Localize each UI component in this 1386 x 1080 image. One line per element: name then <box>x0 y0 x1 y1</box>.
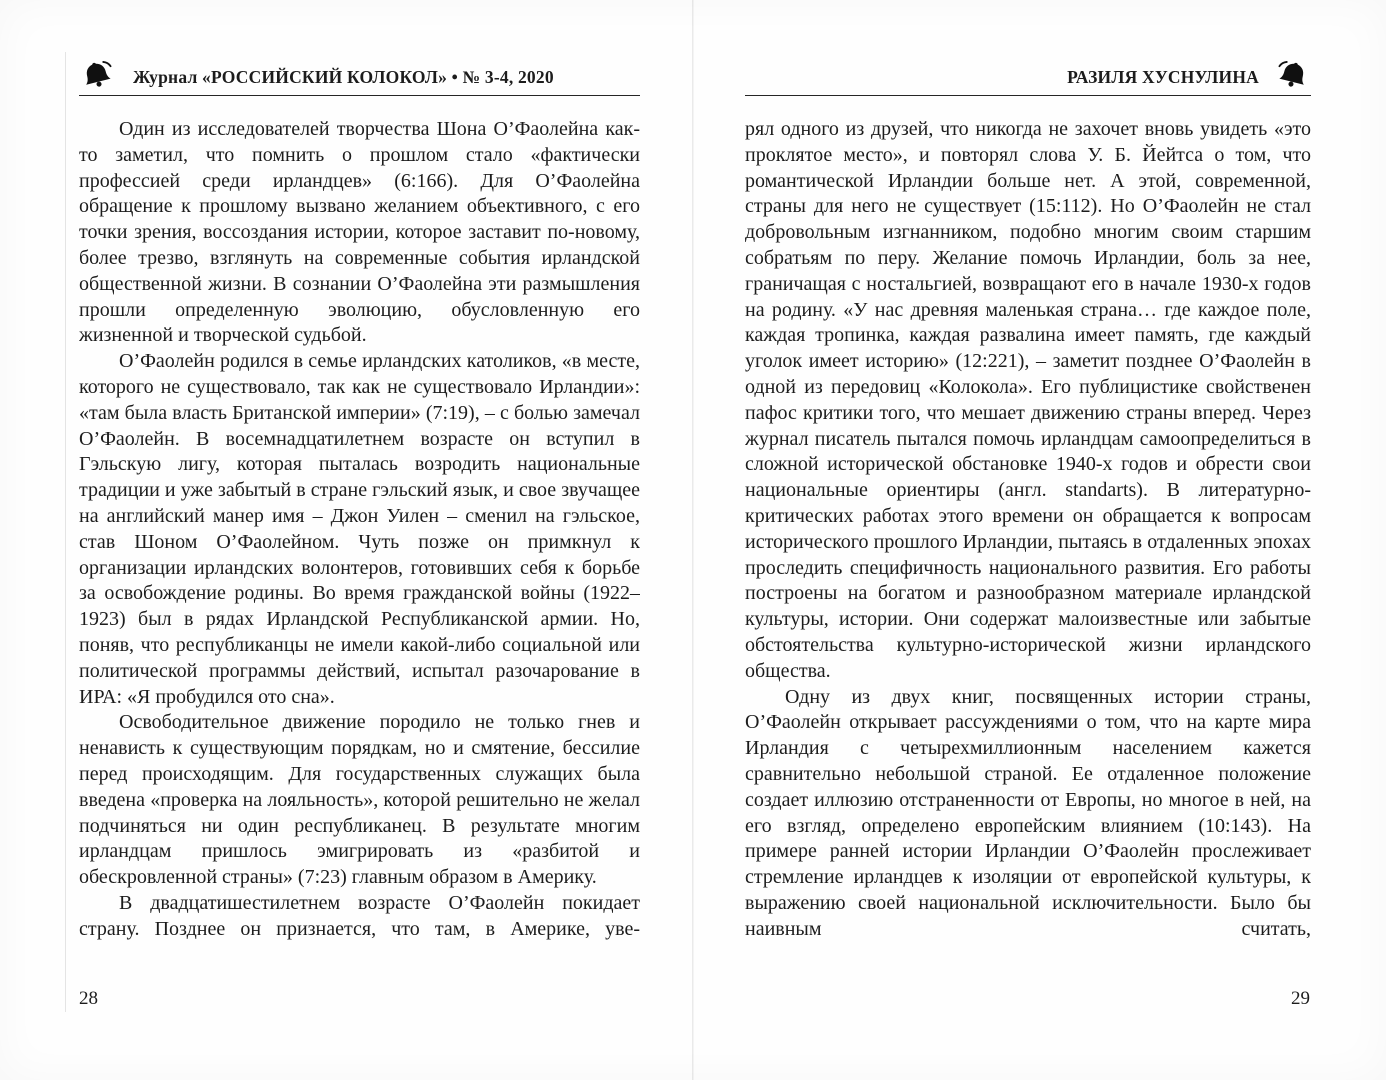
page-body-right <box>745 117 1311 997</box>
paragraph: Освободительное движение породило не только гнев и ненависть к существующим порядкам, но и смятение, бессилие перед происходящим. Для государственных служащих была введена «проверка на лояльность», которой решительно не желал подчиняться ни один республиканец. В результате многим ирландцам пришлось эмигрировать из «разбитой и обескровленной страны» (7:23) главным образом в Америку. <box>79 711 640 889</box>
paragraph: О’Фаолейн родился в семье ирландских католиков, «в месте, которого не существовало, так как не существовало Ирландии»: «там была власть Британской империи» (7:19), – с болью замечал О’Фаолейн. В восемнадцатилетнем возрасте он вступил в Гэльскую лигу, которая пыталась возродить национальные традиции и уже забытый в стране гэльский язык, и свое звучащее на английский манер имя – Джон Уилен – сменил на гэльское, став Шоном О’Фаолейном. Чуть позже он примкнул к организации ирландских волонтеров, готовивших себя к борьбе за освобождение родины. Во время гражданской войны (1922–1923) был в рядах Ирландской Республиканской армии. Но, поняв, что республиканцы не имели какой-либо социальной или политической программы действий, испытал разочарование в ИРА: «Я пробудился ото сна». <box>79 350 640 708</box>
journal-title: Журнал «РОССИЙСКИЙ КОЛОКОЛ» • № 3-4, 2020 <box>133 67 554 87</box>
page-right <box>693 0 1386 1080</box>
page-number-left: 28 <box>79 988 98 1009</box>
paragraph: В двадцатишестилетнем возрасте О’Фаолейн покидает страну. Позднее он признается, что там, в Америке, уве- <box>79 891 640 940</box>
paragraph: Один из исследователей творчества Шона О’Фаолейна как-то заметил, что помнить о прошлом стало «фактически профессией среди ирландцев» (6:166). Для О’Фаолейна обращение к прошлому вызвано желанием объективного, с его точки зрения, воссоздания истории, которое заставит по-новому, более трезво, взглянуть на современные события ирландской общественной жизни. В сознании О’Фаолейна эти размышления прошли определенную эволюцию, обусловленную его жизненной и творческой судьбой. <box>79 118 640 347</box>
page-number-right: 29 <box>1291 988 1310 1009</box>
author-name: РАЗИЛЯ ХУСНУЛИНА <box>1067 67 1259 87</box>
bell-icon <box>1275 58 1311 94</box>
page-body-left <box>79 117 640 997</box>
page-header-right <box>745 54 1311 96</box>
paragraph: рял одного из друзей, что никогда не захочет вновь увидеть «это проклятое место», и повторял слова У. Б. Йейтса о том, что романтической Ирландии больше нет. А этой, современной, страны для него не существует (15:112). Но О’Фаолейн не стал добровольным изгнанником, подобно многим своим старшим собратьям по перу. Желание помочь Ирландии, боль за нее, граничащая с ностальгией, возвращают его в начале 1930-х годов на родину. «У нас древняя маленькая страна… где каждое поле, каждая тропинка, каждая развалина имеет память, где каждый уголок имеет историю» (12:221), – заметит позднее О’Фаолейн в одной из передовиц «Колокола». Его публицистике свойственен пафос критики того, что мешает движению страны вперед. Через журнал писатель пытался помочь ирландцам самоопределиться в сложной исторической обстановке 1940-х годов и обрести свои национальные ориентиры (англ. standarts). В литературно-критических работах этого времени он обращается к вопросам исторического прошлого Ирландии, пытаясь в отдаленных эпохах проследить специфичность национального развития. Его работы построены на богатом и разнообразном материале ирландской культуры, истории. Они содержат малоизвестные или забытые обстоятельства культурно-исторической жизни ирландского общества. <box>745 118 1311 682</box>
bell-icon <box>79 58 115 94</box>
paragraph: Одну из двух книг, посвященных истории страны, О’Фаолейн открывает рассуждениями о том, что на карте мира Ирландия с четырехмиллионным населением кажется сравнительно небольшой страной. Ее отдаленное положение создает иллюзию отстраненности от Европы, но многое в ней, на его взгляд, определено европейским влиянием (10:143). На примере ранней истории Ирландии О’Фаолейн прослеживает стремление ирландцев к изоляции от европейской культуры, к выражению своей национальной исключительности. Было бы наивным считать, <box>745 685 1311 940</box>
page-header-left <box>79 54 640 96</box>
